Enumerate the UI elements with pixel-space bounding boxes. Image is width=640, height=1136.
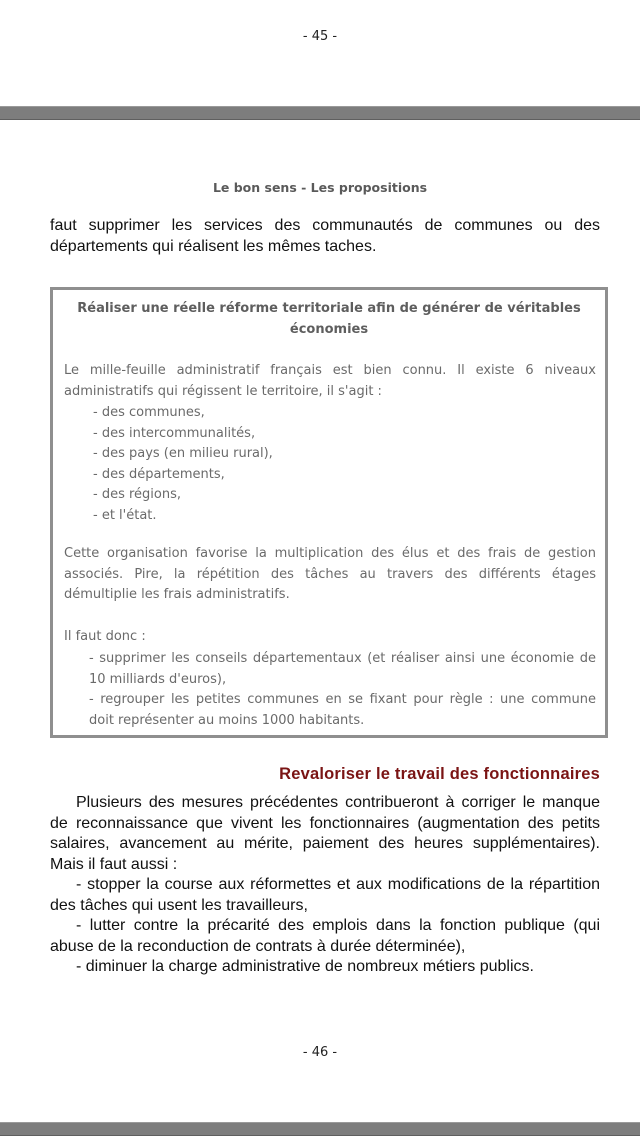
list-item: - des pays (en milieu rural), bbox=[93, 446, 273, 461]
intro-paragraph: faut supprimer les services des communautés de communes ou des départements qui réalisent les mêmes taches. bbox=[50, 217, 600, 255]
page-number-top: - 45 - bbox=[302, 29, 338, 44]
page-separator bbox=[0, 1122, 640, 1136]
action-item: - supprimer les conseils départementaux (et réaliser ainsi une économie de 10 milliards d'euros), bbox=[89, 651, 596, 687]
page-number-bottom: - 46 - bbox=[302, 1045, 338, 1060]
box-paragraph: Cette organisation favorise la multiplication des élus et des frais de gestion associés. Pire, la répétition des tâches au travers des différents étages démultiplie les frais administratifs. bbox=[64, 546, 596, 602]
action-item: - regrouper les petites communes en se fixant pour règle : une commune doit représenter au moins 1000 habitants. bbox=[89, 692, 596, 728]
administrative-levels-list bbox=[93, 403, 273, 526]
list-item: - et l'état. bbox=[93, 507, 157, 523]
section-paragraph: Plusieurs des mesures précédentes contribueront à corriger le manque de reconnaissance que vivent les fonctionnaires (augmentation des petits salaires, avancement au mérite, paiement des heures supplémentaires). Mais il faut aussi : bbox=[50, 794, 600, 873]
list-item: - des intercommunalités, bbox=[93, 425, 256, 441]
box-paragraph: Il faut donc : bbox=[64, 629, 146, 644]
section-body bbox=[50, 793, 600, 978]
reform-box bbox=[50, 287, 608, 738]
list-item: - des communes, bbox=[93, 405, 205, 420]
list-item: - lutter contre la précarité des emplois dans la fonction publique (qui abuse de la reconduction de contrats à durée déterminée), bbox=[50, 917, 600, 955]
list-item: - diminuer la charge administrative de nombreux métiers publics. bbox=[76, 958, 534, 975]
page-separator bbox=[0, 106, 640, 120]
running-header: Le bon sens - Les propositions bbox=[212, 180, 428, 195]
section-heading: Revaloriser le travail des fonctionnaires bbox=[279, 765, 600, 783]
list-item: - des régions, bbox=[93, 487, 181, 502]
box-paragraph: Le mille-feuille administratif français est bien connu. Il existe 6 niveaux administratifs qui régissent le territoire, il s'agit : bbox=[64, 363, 596, 399]
list-item: - des départements, bbox=[93, 466, 225, 482]
box-title: Réaliser une réelle réforme territoriale afin de générer de véritables économies bbox=[77, 301, 581, 337]
list-item: - stopper la course aux réformettes et aux modifications de la répartition des tâches qui usent les travailleurs, bbox=[50, 876, 600, 914]
